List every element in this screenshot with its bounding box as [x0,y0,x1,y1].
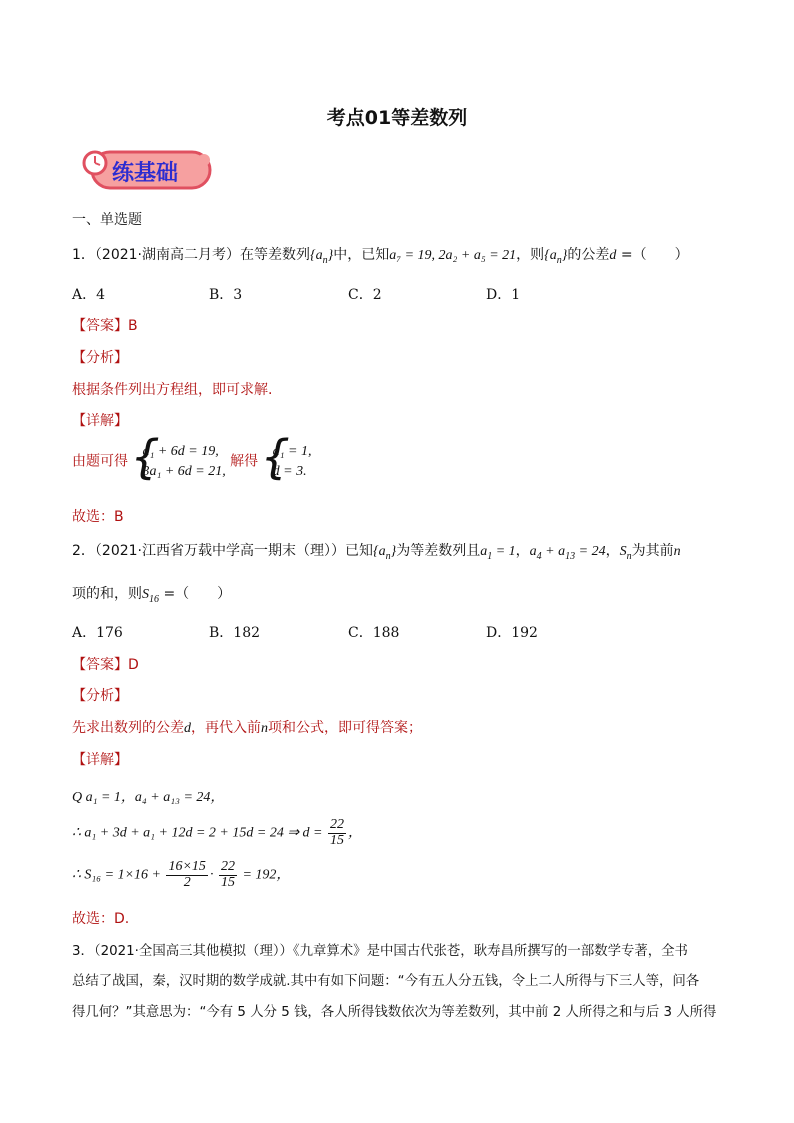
q1-answer: 【答案】B [72,318,138,334]
q1-choose: 故选：B [72,509,124,525]
q1-analysis: 根据条件列出方程组，即可求解. [72,382,273,398]
q2-option-a: A．176 [72,625,123,641]
section-heading: 一、单选题 [72,212,142,228]
q3-line3: 得几何？”其意思为：“今有 5 人分 5 钱，各人所得钱数依次为等差数列，其中前 2 人所得之和与后 3 人所得 [72,1005,717,1020]
q1-option-b: B．3 [209,287,243,303]
q2-detail-line2: ∴ a₁ + 3d + a₁ + 12d = 2 + 15d = 24 ⇒ d = $\frac{22}{15}$ ， [72,817,363,848]
q1-option-c: C．2 [348,287,382,303]
q1-stem: 1．（2021·湖南高二月考）在等差数列$\{a_n\}$中，已知a₇ = 19, 2a₂ + a₅ = 21，则$\{a_n\}$的公差d =（ ） [72,247,689,266]
q3-line2: 总结了战国，秦，汉时期的数学成就.其中有如下问题：“今有五人分五钱，令上二人所得与下三人等，问各 [72,974,700,989]
q1-option-a: A．4 [72,287,106,303]
q2-stem-line2: 项的和，则$S_{16}$ =（ ） [72,586,232,605]
system-equation-1: { a₁ + 6d = 19, 3a₁ + 6d = 21, [132,442,225,481]
q1-detail-system: 由题可得 { a₁ + 6d = 19, 3a₁ + 6d = 21, 解得 { a₁ = 1, d = 3. [72,442,311,481]
badge-text: 练基础 [112,161,179,186]
q1-detail-label: 【详解】 [72,413,128,429]
system-equation-2: { a₁ = 1, d = 3. [263,442,312,481]
q2-analysis-label: 【分析】 [72,688,128,704]
q2-detail-line3: ∴ S₁₆ = 1×16 + $\frac{16\times 15}{2}$ · $\frac{22}{15}$ = 192， [72,859,291,890]
q2-analysis: 先求出数列的公差d，再代入前n项和公式，即可得答案； [72,720,422,736]
page-title: 考点01等差数列 [326,107,468,129]
q2-choose: 故选：D. [72,911,130,927]
q2-option-d: D．192 [486,625,538,641]
q3-line1: 3．（2021·全国高三其他模拟（理））《九章算术》是中国古代张苍，耿寿昌所撰写的一部数学专著，全书 [72,944,688,959]
q2-stem-line1: 2．（2021·江西省万载中学高一期末（理））已知$\{a_n\}$为等差数列且$a_1 = 1$，$a_4 + a_{13} = 24$，$S_n$为其前n [72,543,681,562]
practice-badge [80,146,220,192]
q2-option-b: B．182 [209,625,261,641]
q2-option-c: C．188 [348,625,400,641]
q2-detail-line1: Q a₁ = 1，a₄ + a₁₃ = 24， [72,790,225,805]
q1-analysis-label: 【分析】 [72,350,128,366]
q2-answer: 【答案】D [72,657,139,673]
q1-option-d: D．1 [486,287,521,303]
q2-detail-label: 【详解】 [72,752,128,768]
